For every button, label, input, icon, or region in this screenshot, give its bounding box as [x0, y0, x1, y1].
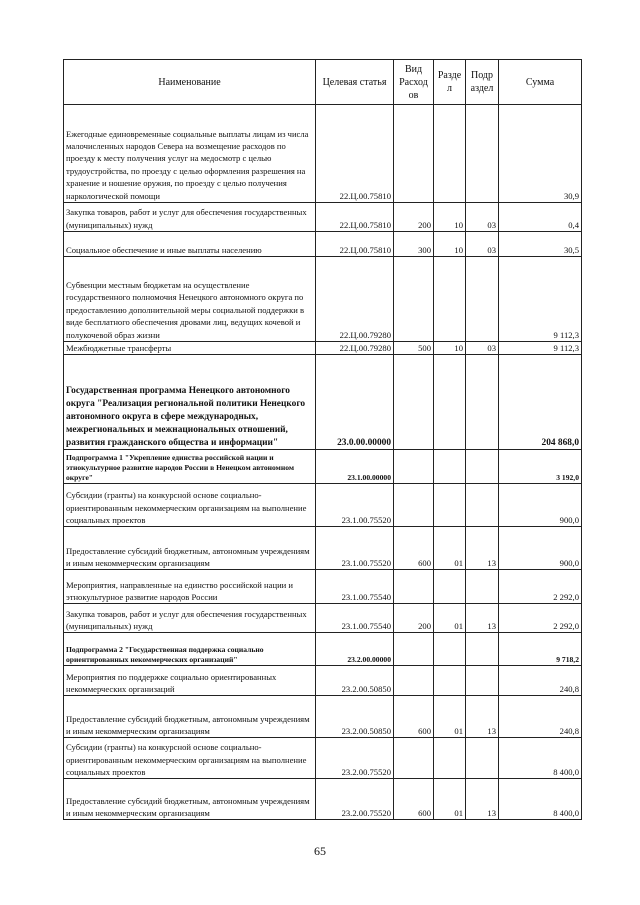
row-type: 600 [394, 527, 434, 570]
row-sum: 8 400,0 [499, 779, 582, 820]
row-section: 01 [434, 696, 466, 738]
table-row [64, 342, 582, 355]
row-code: 23.2.00.00000 [316, 633, 394, 666]
row-subsection: 13 [466, 696, 499, 738]
row-name: Субвенции местным бюджетам на осуществление государственного полномочия Ненецкого автономного округа по предоставлению дополнительной меры социальной поддержки в виде бесплатного обеспечения дровами лиц, ведущих кочевой и полукочевой образ жизни [64, 257, 316, 342]
row-sum: 30,5 [499, 232, 582, 257]
row-section: 10 [434, 342, 466, 355]
table-row [64, 105, 582, 203]
row-name: Субсидии (гранты) на конкурсной основе социально-ориентированным некоммерческим организациям на выполнение социальных проектов [64, 738, 316, 779]
row-section [434, 450, 466, 484]
row-section: 01 [434, 604, 466, 633]
header-section: Разде л [434, 60, 466, 105]
row-subsection: 13 [466, 527, 499, 570]
row-name: Мероприятия по поддержке социально ориентированных некоммерческих организаций [64, 666, 316, 696]
row-name: Предоставление субсидий бюджетным, автономным учреждениям и иным некоммерческим организациям [64, 527, 316, 570]
table-row [64, 257, 582, 342]
row-sum: 9 112,3 [499, 342, 582, 355]
row-name: Предоставление субсидий бюджетным, автономным учреждениям и иным некоммерческим организациям [64, 696, 316, 738]
row-section [434, 570, 466, 604]
header-type: Вид Расход ов [394, 60, 434, 105]
table-row [64, 696, 582, 738]
row-sum: 0,4 [499, 203, 582, 232]
row-type: 200 [394, 203, 434, 232]
table-row [64, 570, 582, 604]
row-name: Мероприятия, направленные на единство российской нации и этнокультурное развитие народов России [64, 570, 316, 604]
row-code: 22.Ц.00.75810 [316, 105, 394, 203]
row-type [394, 105, 434, 203]
row-section: 10 [434, 203, 466, 232]
row-subsection [466, 355, 499, 450]
row-code: 23.1.00.00000 [316, 450, 394, 484]
budget-table [63, 59, 582, 820]
row-name: Предоставление субсидий бюджетным, автономным учреждениям и иным некоммерческим организациям [64, 779, 316, 820]
row-section [434, 666, 466, 696]
page-number: 65 [314, 844, 326, 858]
row-code: 23.1.00.75540 [316, 570, 394, 604]
row-subsection: 03 [466, 203, 499, 232]
table-row [64, 203, 582, 232]
row-sum: 2 292,0 [499, 570, 582, 604]
row-subsection [466, 666, 499, 696]
table-row [64, 738, 582, 779]
header-target: Целевая статья [316, 60, 394, 105]
row-sum: 2 292,0 [499, 604, 582, 633]
row-type [394, 450, 434, 484]
table-row [64, 527, 582, 570]
row-code: 22.Ц.00.75810 [316, 203, 394, 232]
row-section [434, 633, 466, 666]
row-subsection [466, 633, 499, 666]
row-sum: 3 192,0 [499, 450, 582, 484]
row-sum: 204 868,0 [499, 355, 582, 450]
row-name: Субсидии (гранты) на конкурсной основе социально-ориентированным некоммерческим организациям на выполнение социальных проектов [64, 484, 316, 527]
row-subsection: 13 [466, 779, 499, 820]
row-section: 01 [434, 527, 466, 570]
row-section: 10 [434, 232, 466, 257]
subprogram-row [64, 633, 582, 666]
row-sum: 240,8 [499, 666, 582, 696]
row-code: 23.2.00.75520 [316, 779, 394, 820]
subprogram-row [64, 450, 582, 484]
header-subsection: Подр аздел [466, 60, 499, 105]
row-type: 200 [394, 604, 434, 633]
row-subsection: 03 [466, 342, 499, 355]
row-name: Закупка товаров, работ и услуг для обеспечения государственных (муниципальных) нужд [64, 604, 316, 633]
row-type [394, 257, 434, 342]
row-section [434, 257, 466, 342]
row-sum: 240,8 [499, 696, 582, 738]
row-subsection [466, 105, 499, 203]
row-code: 22.Ц.00.79280 [316, 257, 394, 342]
row-type [394, 355, 434, 450]
row-name: Закупка товаров, работ и услуг для обеспечения государственных (муниципальных) нужд [64, 203, 316, 232]
row-subsection: 03 [466, 232, 499, 257]
row-code: 23.0.00.00000 [316, 355, 394, 450]
row-type [394, 484, 434, 527]
row-name: Социальное обеспечение и иные выплаты населению [64, 232, 316, 257]
row-code: 23.2.00.50850 [316, 666, 394, 696]
row-sum: 900,0 [499, 527, 582, 570]
row-code: 23.1.00.75520 [316, 484, 394, 527]
row-section [434, 105, 466, 203]
table-row [64, 666, 582, 696]
program-row [64, 355, 582, 450]
row-sum: 8 400,0 [499, 738, 582, 779]
table-row [64, 232, 582, 257]
row-name: Государственная программа Ненецкого автономного округа "Реализация региональной политики Ненецкого автономного округа в сфере международных, межрегиональных и межнациональных отношений, развития гражданского общества и информации" [64, 355, 316, 450]
table-row [64, 484, 582, 527]
row-name: Ежегодные единовременные социальные выплаты лицам из числа малочисленных народов Севера на возмещение расходов по проезду к месту получения услуг на медосмотр с целью трудоустройства, по проезду с целью оформления разрешения на хранение и ношение оружия, по проезду с целью получения наркологической помощи [64, 105, 316, 203]
table-row [64, 604, 582, 633]
row-type [394, 633, 434, 666]
row-subsection [466, 257, 499, 342]
row-subsection [466, 570, 499, 604]
row-subsection [466, 738, 499, 779]
row-code: 22.Ц.00.79280 [316, 342, 394, 355]
row-code: 23.1.00.75540 [316, 604, 394, 633]
row-section [434, 738, 466, 779]
row-subsection: 13 [466, 604, 499, 633]
row-type [394, 570, 434, 604]
row-name: Подпрограмма 1 "Укрепление единства российской нации и этнокультурное развитие народов России в Ненецком автономном округе" [64, 450, 316, 484]
row-section [434, 355, 466, 450]
row-code: 23.2.00.75520 [316, 738, 394, 779]
row-subsection [466, 450, 499, 484]
row-code: 23.1.00.75520 [316, 527, 394, 570]
header-sum: Сумма [499, 60, 582, 105]
row-name: Подпрограмма 2 "Государственная поддержка социально ориентированных некоммерческих организаций" [64, 633, 316, 666]
row-section [434, 484, 466, 527]
header-name: Наименование [64, 60, 316, 105]
row-type: 600 [394, 696, 434, 738]
header-row [64, 60, 582, 105]
row-name: Межбюджетные трансферты [64, 342, 316, 355]
table-row [64, 779, 582, 820]
row-type [394, 666, 434, 696]
row-code: 23.2.00.50850 [316, 696, 394, 738]
row-subsection [466, 484, 499, 527]
row-type: 500 [394, 342, 434, 355]
row-section: 01 [434, 779, 466, 820]
row-code: 22.Ц.00.75810 [316, 232, 394, 257]
row-sum: 30,9 [499, 105, 582, 203]
row-sum: 9 112,3 [499, 257, 582, 342]
row-type: 300 [394, 232, 434, 257]
row-sum: 9 718,2 [499, 633, 582, 666]
row-type: 600 [394, 779, 434, 820]
row-type [394, 738, 434, 779]
row-sum: 900,0 [499, 484, 582, 527]
